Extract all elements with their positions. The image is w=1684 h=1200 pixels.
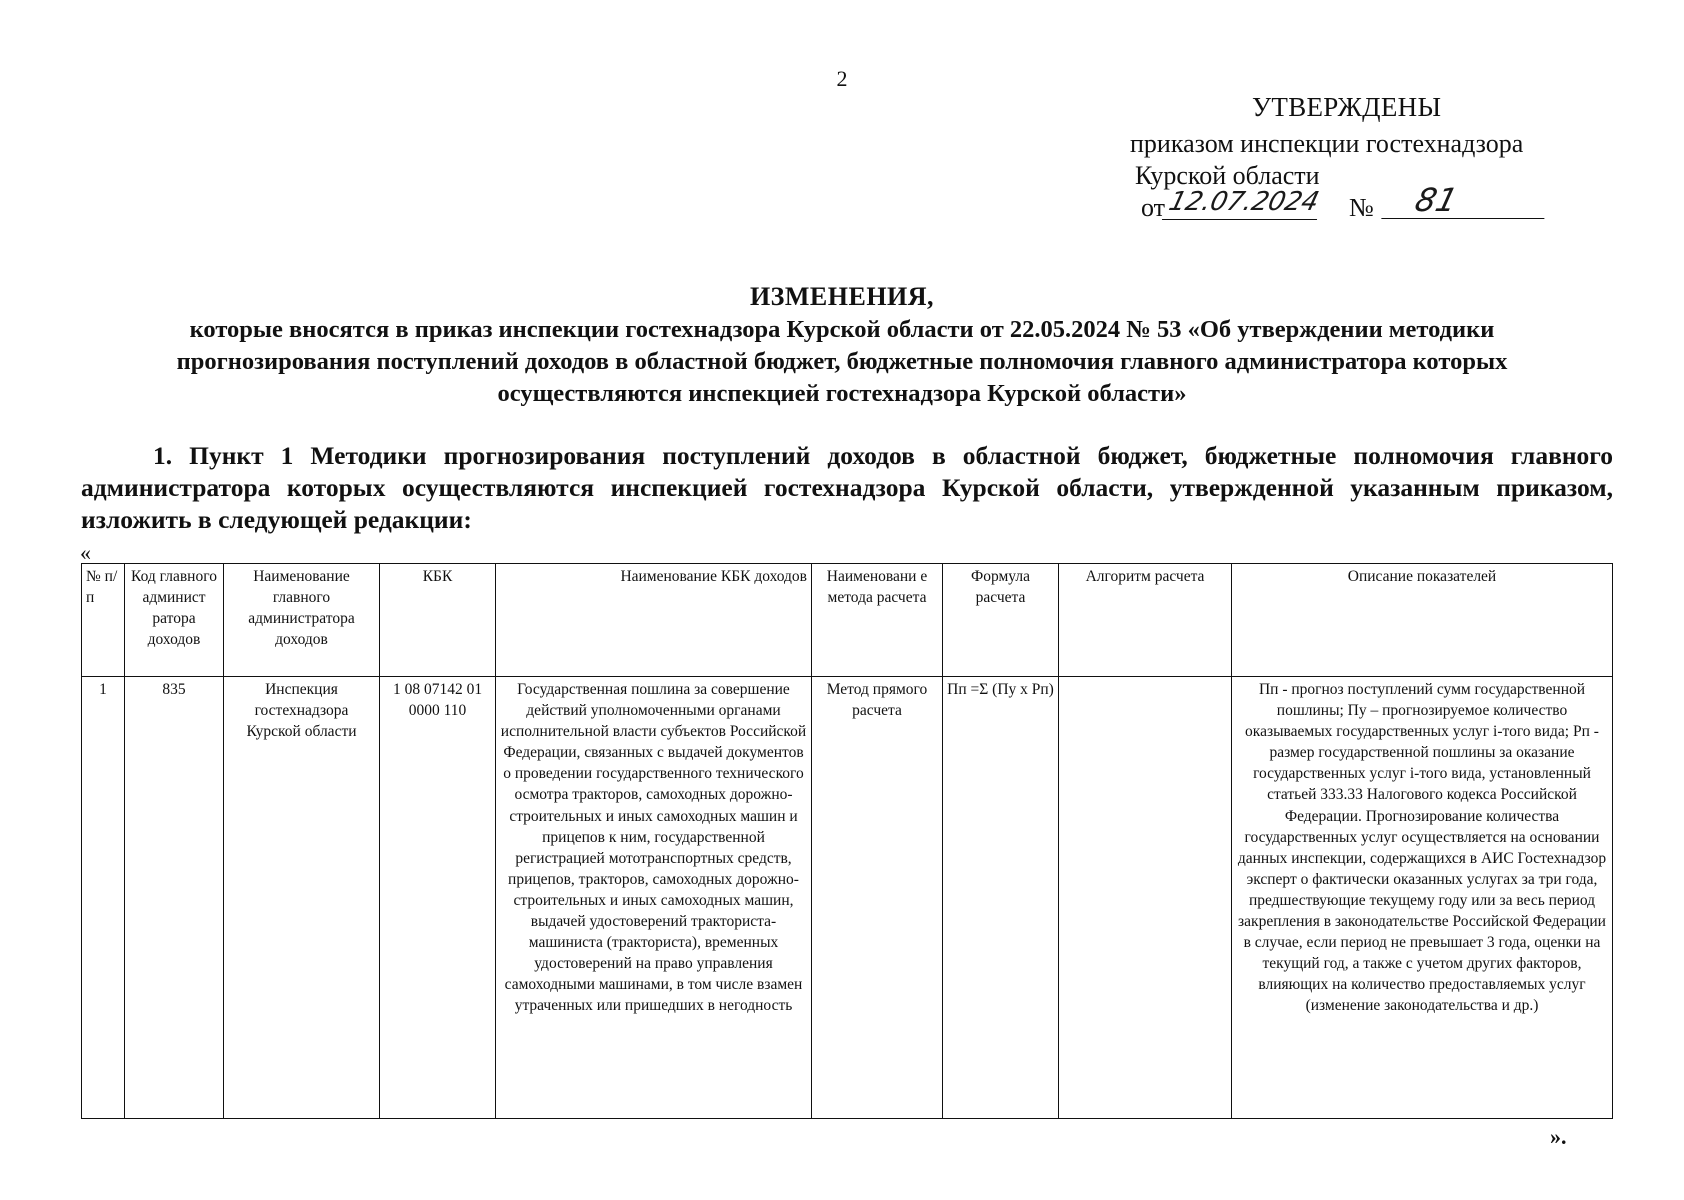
cell-description: Пп - прогноз поступлений сумм государственной пошлины; Пу – прогнозируемое количество оказываемых государственных услуг i-того вида; Рп - размер государственной пошлины за оказание государственных услуг i-того вида, установленный статьей 333.33 Налогового кодекса Российской Федерации. Прогнозирование количества государственных услуг осуществляется на основании данных инспекции, содержащихся в АИС Гостехнадзор эксперт о фактически оказанных услугах за три года, предшествующие текущему году или за весь период закрепления в законодательстве Российской Федерации в случае, если период не превышает 3 года, оценки на текущий год, а также с учетом других факторов, влияющих на количество предоставляемых услуг (изменение законодательства и др.)	[1232, 677, 1613, 1119]
cell-kbk-name: Государственная пошлина за совершение действий уполномоченными органами исполнительной власти субъектов Российской Федерации, связанных с выдачей документов о проведении государственного технического осмотра тракторов, самоходных дорожно-строительных и иных самоходных машин и прицепов к ним, государственной регистрацией мототранспортных средств, прицепов, тракторов, самоходных дорожно-строительных и иных самоходных машин, выдачей удостоверений тракториста-машиниста (тракториста), временных удостоверений на право управления самоходными машинами, в том числе взамен утраченных или пришедших в негодность	[496, 677, 812, 1119]
from-label: от	[1141, 193, 1166, 222]
document-heading: ИЗМЕНЕНИЯ,	[749, 282, 935, 311]
header-method: Наименовани е метода расчета	[812, 564, 943, 677]
cell-num: 1	[82, 677, 125, 1119]
header-algorithm: Алгоритм расчета	[1059, 564, 1232, 677]
cell-kbk: 1 08 07142 01 0000 110	[380, 677, 496, 1119]
cell-formula: Пп =Σ (Пу х Рп)	[943, 677, 1059, 1119]
methodology-table	[81, 563, 1613, 1119]
approval-line-1: приказом инспекции гостехнадзора	[1130, 129, 1524, 158]
approval-line-2: Курской области	[1135, 161, 1320, 190]
table-row	[82, 677, 1613, 1119]
header-description: Описание показателей	[1232, 564, 1613, 677]
cell-algorithm	[1059, 677, 1232, 1119]
cell-admin-name: Инспекция гостехнадзора Курской области	[224, 677, 380, 1119]
header-kbk: КБК	[380, 564, 496, 677]
paragraph-1: 1. Пункт 1 Методики прогнозирования поступлений доходов в областной бюджет, бюджетные полномочия главного администратора которых осуществляются инспекцией гостехнадзора Курской области, утвержденной указанным приказом, изложить в следующей редакции:	[81, 441, 1613, 534]
handwritten-number: 81	[1381, 181, 1553, 219]
page-number: 2	[836, 66, 848, 91]
header-num: № п/п	[82, 564, 125, 677]
approval-title: УТВЕРЖДЕНЫ	[1252, 92, 1442, 122]
quote-close: ».	[1550, 1124, 1567, 1149]
header-formula: Формула расчета	[943, 564, 1059, 677]
table-header-row	[82, 564, 1613, 677]
cell-code: 835	[125, 677, 224, 1119]
header-admin-name: Наименование главного администратора доходов	[224, 564, 380, 677]
header-kbk-name: Наименование КБК доходов	[496, 564, 812, 677]
cell-method: Метод прямого расчета	[812, 677, 943, 1119]
header-code: Код главного админист ратора доходов	[125, 564, 224, 677]
quote-open: «	[80, 540, 91, 565]
document-subheading: которые вносятся в приказ инспекции гостехнадзора Курской области от 22.05.2024 № 53 «Об утверждении методики прогнозирования поступлений доходов в областной бюджет, бюджетные полномочия главного администратора которых осуществляются инспекцией гостехнадзора Курской области»	[176, 316, 1508, 407]
handwritten-date: 12.07.2024	[1162, 187, 1325, 220]
number-label: №	[1349, 193, 1374, 222]
approval-signature-line	[1141, 181, 1561, 229]
